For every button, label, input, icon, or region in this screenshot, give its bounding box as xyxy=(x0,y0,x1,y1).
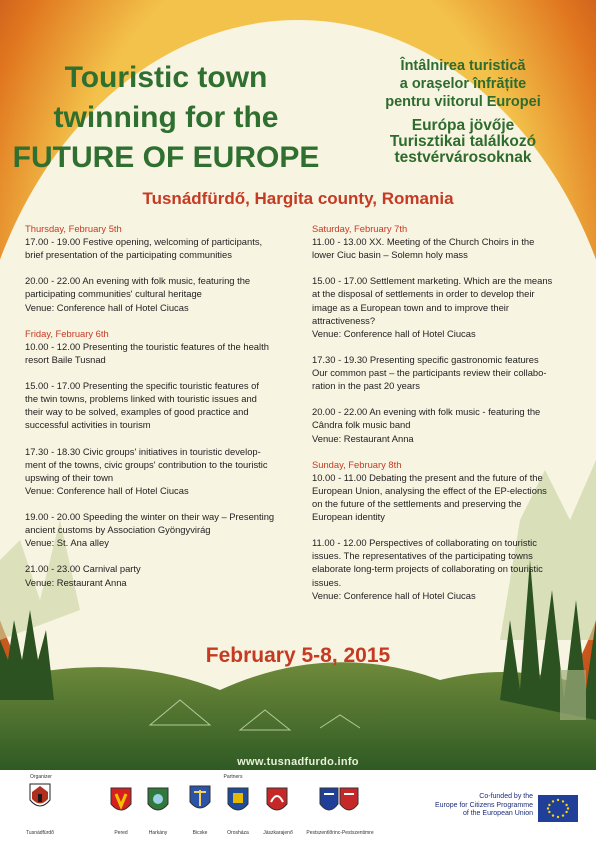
program-entry xyxy=(312,353,580,392)
partner-label: Jászkarajenő xyxy=(263,830,293,836)
program-line: European identity xyxy=(312,511,385,523)
partners-label: Partners xyxy=(223,774,243,780)
program-entry xyxy=(25,562,305,588)
website-link[interactable]: www.tusnadfurdo.info xyxy=(237,756,359,768)
program-line: their way to be solved, examples of good practice and xyxy=(25,406,249,418)
program-entry xyxy=(25,235,305,261)
partner-label: Pestszentlőrinc-Pestszentimre xyxy=(306,830,374,836)
program-entry xyxy=(312,235,580,261)
program-line: elaborate long-term projects of collaborating on touristic xyxy=(312,563,543,575)
eu-text-line: Co-funded by the xyxy=(479,793,533,800)
event-dates: February 5-8, 2015 xyxy=(205,644,391,667)
program-entry xyxy=(25,445,305,497)
subtitle-line: Európa jövője xyxy=(411,117,515,134)
program-line: Venue: Conference hall of Hotel Ciucas xyxy=(25,484,189,496)
program-line: 10.00 - 11.00 Debating the present and the future of the xyxy=(312,471,543,483)
subtitle-line: Întâlnirea turistică xyxy=(400,58,526,74)
title-line: twinning for the xyxy=(53,101,279,134)
program-line: brief presentation of the participating communities xyxy=(25,249,232,261)
program-entry xyxy=(312,405,580,444)
oroshaza-crest-icon xyxy=(226,786,250,816)
program-line: Venue: Conference hall of Hotel Ciucas xyxy=(312,327,476,339)
program-line: ration in the past 20 years xyxy=(312,380,420,392)
program-line: attractiveness? xyxy=(312,314,376,326)
program-line: Venue: Conference hall of Hotel Ciucas xyxy=(312,589,476,601)
program-line: 21.00 - 23.00 Carnival party xyxy=(25,563,141,575)
program-line: the twin towns, problems linked with touristic issues and xyxy=(25,393,257,405)
program-entry xyxy=(312,471,580,523)
program-line: issues. xyxy=(312,576,342,588)
tower xyxy=(560,670,586,720)
program-line: 20.00 - 22.00 An evening with folk music - featuring the xyxy=(312,406,541,418)
program-entry xyxy=(312,536,580,601)
program-line: issues. The representatives of the participating towns xyxy=(312,550,533,562)
pered-crest-icon xyxy=(109,786,133,816)
program-line: at the disposal of settlements in order to develop their xyxy=(312,288,535,300)
program-day-heading: Sunday, February 8th xyxy=(312,458,402,470)
partner-label: Orosháza xyxy=(227,830,249,836)
location-line: Tusnádfürdő, Hargita county, Romania xyxy=(142,189,454,208)
program-line: European Union, analysing the effect of the EP-elections xyxy=(312,484,547,496)
program-line: upswing of their town xyxy=(25,471,114,483)
pestszentlorinc-crest-icon xyxy=(318,786,360,816)
bicske-crest-icon xyxy=(188,784,212,814)
title-line: Touristic town xyxy=(64,61,268,94)
program-line: 15.00 - 17.00 Settlement marketing. Which are the means xyxy=(312,275,553,287)
tusnadfurdo-crest-icon xyxy=(28,782,52,812)
program-day-heading: Friday, February 6th xyxy=(25,327,109,339)
subtitle-hungarian xyxy=(338,118,588,166)
program-line: 10.00 - 12.00 Presenting the touristic features of the health xyxy=(25,340,269,352)
program-day-heading: Saturday, February 7th xyxy=(312,223,408,234)
harkany-crest-icon xyxy=(146,786,170,816)
program-line: 17.30 - 18.30 Civic groups' initiatives in touristic develop- xyxy=(25,445,261,457)
program-entry xyxy=(25,340,305,366)
organizer-town-label: Tusnádfürdő xyxy=(26,830,54,836)
program-line: Venue: Restaurant Anna xyxy=(25,576,127,588)
program-line: lower Ciuc basin – Solemn holy mass xyxy=(312,249,468,261)
subtitle-line: Turisztikai találkozó xyxy=(389,133,537,150)
program-line: resort Baile Tusnad xyxy=(25,353,106,365)
program-line: participating communities' cultural heritage xyxy=(25,288,202,300)
program-line: 11.00 - 12.00 Perspectives of collaborating on touristic xyxy=(312,537,537,549)
program-line: Our common past – the participants review their collabo- xyxy=(312,367,547,379)
subtitle-line: a orașelor înfrățite xyxy=(399,76,527,92)
subtitle-line: testvérvárosoknak xyxy=(394,149,532,166)
program-left-column xyxy=(25,222,305,602)
program-line: successful activities in tourism xyxy=(25,419,151,431)
organizer-label: Organizer xyxy=(30,774,52,780)
program-line: ment of the towns, civic groups' contribution to the touristic xyxy=(25,458,268,470)
program-line: on the future of the settlements and preserving the xyxy=(312,497,522,509)
title-line: FUTURE OF EUROPE xyxy=(12,141,320,174)
program-line: 19.00 - 20.00 Speeding the winter on their way – Presenting xyxy=(25,511,275,523)
program-entry xyxy=(25,274,305,313)
program-line: ancient customs by Association Gyöngyvirág xyxy=(25,524,211,536)
program-line: 15.00 - 17.00 Presenting the specific touristic features of xyxy=(25,380,259,392)
jaszkarajeno-crest-icon xyxy=(265,786,289,816)
program-right-column xyxy=(312,222,580,615)
eu-text-line: Europe for Citizens Programme xyxy=(434,801,533,809)
eu-text-line: of the European Union xyxy=(462,810,533,817)
program-line: Venue: Conference hall of Hotel Ciucas xyxy=(25,301,189,313)
program-line: 11.00 - 13.00 XX. Meeting of the Church Choirs in the xyxy=(312,236,535,248)
eu-flag-icon xyxy=(538,795,578,822)
program-entry xyxy=(312,274,580,339)
program-line: Cândra folk music band xyxy=(312,419,411,431)
partner-label: Pered xyxy=(114,830,128,836)
subtitle-romanian xyxy=(338,57,588,111)
program-line: image as a European town and to improve their xyxy=(312,301,509,313)
subtitle-line: pentru viitorul Europei xyxy=(385,94,541,110)
program-line: 17.30 - 19.30 Presenting specific gastronomic features xyxy=(312,353,539,365)
program-entry xyxy=(25,379,305,431)
program-day-heading: Thursday, February 5th xyxy=(25,223,122,234)
partner-label: Bicske xyxy=(192,830,208,836)
program-line: Venue: St. Ana alley xyxy=(25,537,109,549)
poster-title xyxy=(0,58,332,178)
program-line: 17.00 - 19.00 Festive opening, welcoming of participants, xyxy=(25,236,263,248)
partner-label: Harkány xyxy=(148,830,168,836)
program-line: 20.00 - 22.00 An evening with folk music, featuring the xyxy=(25,275,251,287)
eu-cofunding-text xyxy=(405,793,533,819)
program-line: Venue: Restaurant Anna xyxy=(312,432,414,444)
program-entry xyxy=(25,510,305,549)
